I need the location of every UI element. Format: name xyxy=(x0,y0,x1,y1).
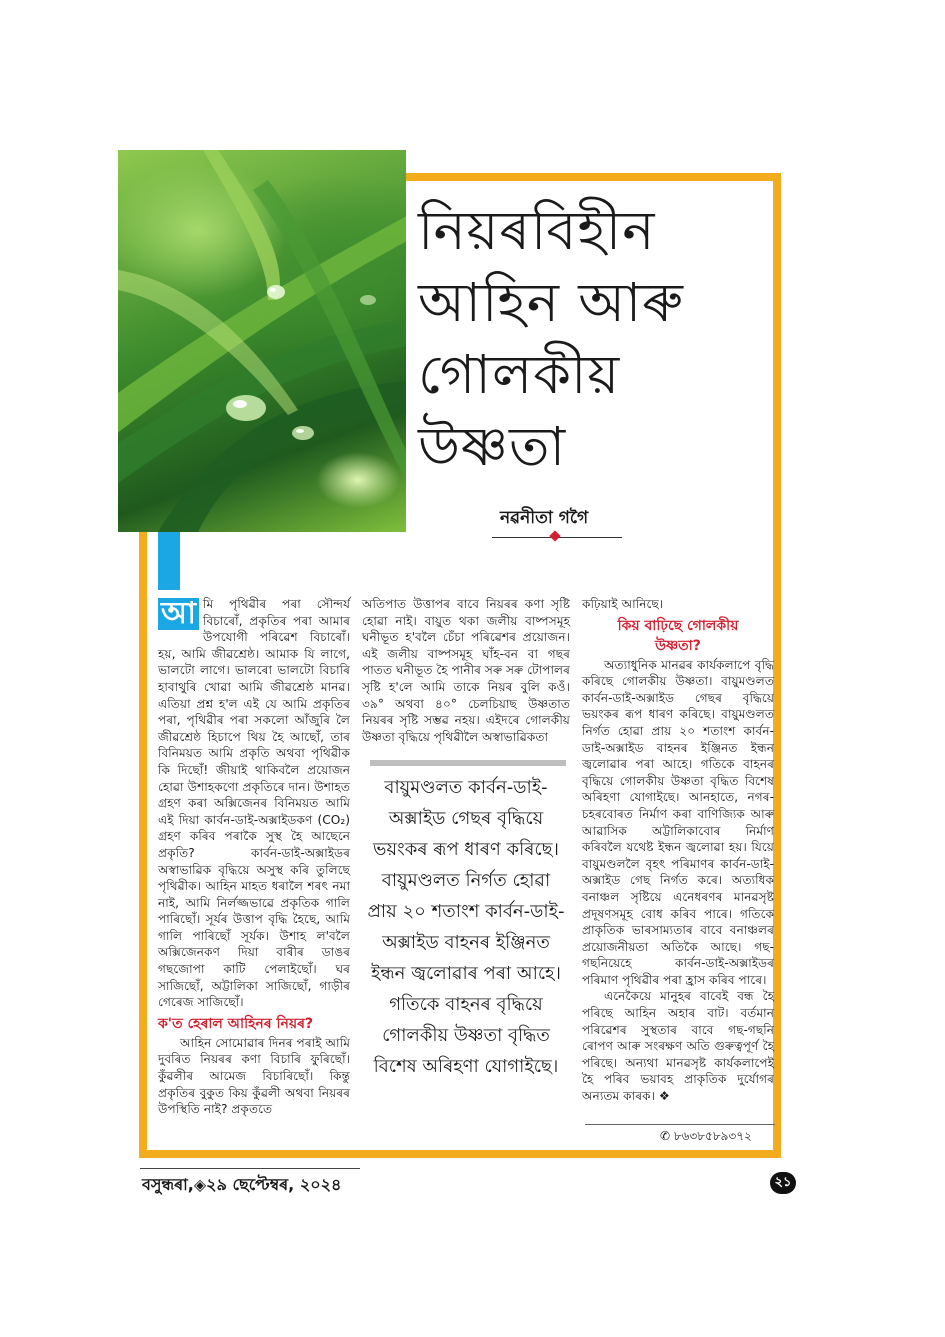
col3-subheading-line-2: উষ্ণতা? xyxy=(655,637,701,654)
article-title xyxy=(418,195,768,483)
grass-illustration xyxy=(118,150,406,532)
accent-bar xyxy=(158,532,180,590)
col3-paragraph-2: এনেকৈয়ে মানুহৰ বাবেই বন্ধ হৈ পৰিছে আহিন অহাৰ বাট। বৰ্তমান পৰিৱেশৰ সুস্থতাৰ বাবে গছ-গছনি ৰোপণ আৰু সংৰক্ষণ অতি গুৰুত্বপূৰ্ণ হৈ পৰিছে। অন্যথা মানৱসৃষ্ট কাৰ্যকলাপেই হৈ পৰিব ভয়াবহ প্ৰাকৃতিক দুৰ্যোগৰ অন্যতম কাৰক। ❖ xyxy=(582,989,774,1104)
title-line-3: গোলকীয় xyxy=(418,343,621,406)
author-name: নৱনীতা গগৈ xyxy=(500,508,589,528)
col1-paragraph-1 xyxy=(158,596,350,1011)
col3-paragraph-0: কঢ়িয়াই আনিছে। xyxy=(582,597,664,611)
footer-publication: বসুন্ধৰা,◈২৯ ছেপ্টেম্বৰ, ২০২৪ xyxy=(142,1175,342,1194)
column-2 xyxy=(362,596,570,745)
column-3 xyxy=(582,596,774,1105)
col1-paragraph-1-text: মি পৃথিৱীৰ পৰা সৌন্দৰ্য বিচাৰোঁ, প্ৰকৃতিৰ পৰা আমাৰ উপযোগী পৰিৱেশ বিচাৰোঁ। হয়, আমি জীৱশ্ৰেষ্ঠ। আমাক যি লাগে, ভালটো লাগে। ভালৰো ভালটো বিচাৰি হাবাথুৰি খোৱা আমি জীৱশ্ৰেষ্ঠ মানৱ। এতিয়া প্ৰশ্ন হ'ল এই যে আমি প্ৰকৃতিৰ পৰা, পৃথিৱীৰ পৰা সকলো আঁজুৰি লৈ জীৱশ্ৰেষ্ঠ হিচাপে থিয় হৈ আছোঁ, তাৰ বিনিময়ত আমি প্ৰকৃতি অথবা পৃথিৱীক কি দিছোঁ! জীয়াই থাকিবলৈ প্ৰয়োজন হোৱা উশাহকণো প্ৰকৃতিৰে দান। উশাহত গ্ৰহণ কৰা অক্সিজেনৰ বিনিময়ত আমি এই দিয়া কাৰ্বন-ডাই-অক্সাইডকণ (CO₂) গ্ৰহণ কৰিব পৰাকৈ সুস্থ হৈ আছেনে প্ৰকৃতি? কাৰ্বন-ডাই-অক্সাইডৰ অস্বাভাৱিক বৃদ্ধিয়ে অসুস্থ কৰি তুলিছে পৃথিৱীক। আহিন মাহত ধৰালৈ শৰৎ নমা নাই, আমি নিৰ্লজ্জভাৱে প্ৰকৃতিক গালি পাৰিছোঁ। সূৰ্যৰ উত্তাপ বৃদ্ধি হৈছে, আমি গালি পাৰিছোঁ সূৰ্যক। উশাহ ল'বলৈ অক্সিজেনকণ দিয়া বাৰীৰ ডাঙৰ গছজোপা কাটি পেলাইছোঁ। ঘৰ সাজিছোঁ, অট্টালিকা সাজিছোঁ, গাড়ীৰ গেৰেজ সাজিছোঁ। xyxy=(158,597,350,1010)
page-number: ২১ xyxy=(770,1172,796,1194)
col3-subheading-line-1: কিয় বাঢ়িছে গোলকীয় xyxy=(617,617,739,634)
grass-dew-photo xyxy=(118,150,406,532)
col2-paragraph-1: অতিপাত উত্তাপৰ বাবে নিয়ৰৰ কণা সৃষ্টি হোৱা নাই। বায়ুত থকা জলীয় বাষ্পসমূহ ঘনীভূত হ'বলৈ চেঁচা পৰিৱেশৰ প্ৰয়োজন। এই জলীয় বাষ্পসমূহ ঘাঁহ-বন বা গছৰ পাতত ঘনীভূত হৈ পানীৰ সৰু সৰু টোপালৰ সৃষ্টি হ'লে আমি তাকে নিয়ৰ বুলি কওঁ। ৩৯° অথবা ৪০° চেলচিয়াছ উষ্ণতাত নিয়ৰৰ সৃষ্টি সম্ভৱ নহয়। এইদৰে গোলকীয় উষ্ণতা বৃদ্ধিয়ে পৃথিৱীলৈ অস্বাভাৱিকতা xyxy=(362,597,570,744)
col1-paragraph-2: আহিন সোমোৱাৰ দিনৰ পৰাই আমি দুবৰিত নিয়ৰৰ কণা বিচাৰি ফুৰিছোঁ। কুঁৱলীৰ আমেজ বিচাৰিছোঁ। কিন্তু প্ৰকৃতিৰ বুকুত কিয় কুঁৱলী অথবা নিয়ৰৰ উপস্থিতি নাই? প্ৰকৃততে xyxy=(158,1035,350,1117)
dropcap: আ xyxy=(158,598,199,630)
pullquote-bar xyxy=(370,760,566,766)
column-1 xyxy=(158,596,350,1118)
title-line-4: উষ্ণতা xyxy=(418,415,567,478)
author-phone: ✆ ৮৬৩৮৫৮৯৩৭২ xyxy=(660,1129,752,1143)
phone-divider xyxy=(585,1124,775,1125)
footer-divider xyxy=(140,1168,360,1169)
pullquote: বায়ুমণ্ডলত কাৰ্বন-ডাই-অক্সাইড গেছৰ বৃদ্ধিয়ে ভয়ংকৰ ৰূপ ধাৰণ কৰিছে। বায়ুমণ্ডলত নিৰ্গত হোৱা প্ৰায় ২০ শতাংশ কাৰ্বন-ডাই-অক্সাইড বাহনৰ ইঞ্জিনত ইন্ধন জ্বলোৱাৰ পৰা আহে। গতিকে বাহনৰ বৃদ্ধিয়ে গোলকীয় উষ্ণতা বৃদ্ধিত বিশেষ অৰিহণা যোগাইছে। xyxy=(367,777,565,1077)
col1-subheading: ক'ত হেৰাল আহিনৰ নিয়ৰ? xyxy=(158,1015,314,1032)
title-line-2: আহিন আৰু xyxy=(418,271,684,334)
title-line-1: নিয়ৰবিহীন xyxy=(418,199,656,262)
col3-paragraph-1: অত্যাধুনিক মানৱৰ কাৰ্যকলাপে বৃদ্ধি কৰিছে গোলকীয় উষ্ণতা। বায়ুমণ্ডলত কাৰ্বন-ডাই-অক্সাইড গেছৰ বৃদ্ধিয়ে ভয়ংকৰ ৰূপ ধাৰণ কৰিছে। বায়ুমণ্ডলত নিৰ্গত হোৱা প্ৰায় ২০ শতাংশ কাৰ্বন-ডাই-অক্সাইড বাহনৰ ইঞ্জিনত ইন্ধন জ্বলোৱাৰ পৰা আহে। গতিকে বাহনৰ বৃদ্ধিয়ে গোলকীয় উষ্ণতা বৃদ্ধিত বিশেষ অৰিহণা যোগাইছে। আনহাতে, নগৰ-চহৰবোৰত নিৰ্মাণ কৰা বাণিজ্যিক আৰু আৱাসিক অট্টালিকাবোৰ নিৰ্মাণ কৰিবলৈ যথেষ্ট ইন্ধন জ্বলোৱা হয়। যিয়ে বায়ুমণ্ডললৈ বৃহৎ পৰিমাণৰ কাৰ্বন-ডাই-অক্সাইড গেছ নিৰ্গত কৰে। অত্যধিক বনাঞ্চল সৃষ্টিয়ে এনেধৰণৰ মানৱসৃষ্ট প্ৰদূষণসমূহ বোধ কৰিব পাৰে। গতিকে প্ৰাকৃতিক ভাৰসাম্যতাৰ বাবে বনাঞ্চলৰ প্ৰয়োজনীয়তা অতিকৈ আছে। গছ-গছনিয়েহে কাৰ্বন-ডাই-অক্সাইডৰ পৰিমাণ পৃথিৱীৰ পৰা হ্ৰাস কৰিব পাৰে। xyxy=(582,657,774,987)
